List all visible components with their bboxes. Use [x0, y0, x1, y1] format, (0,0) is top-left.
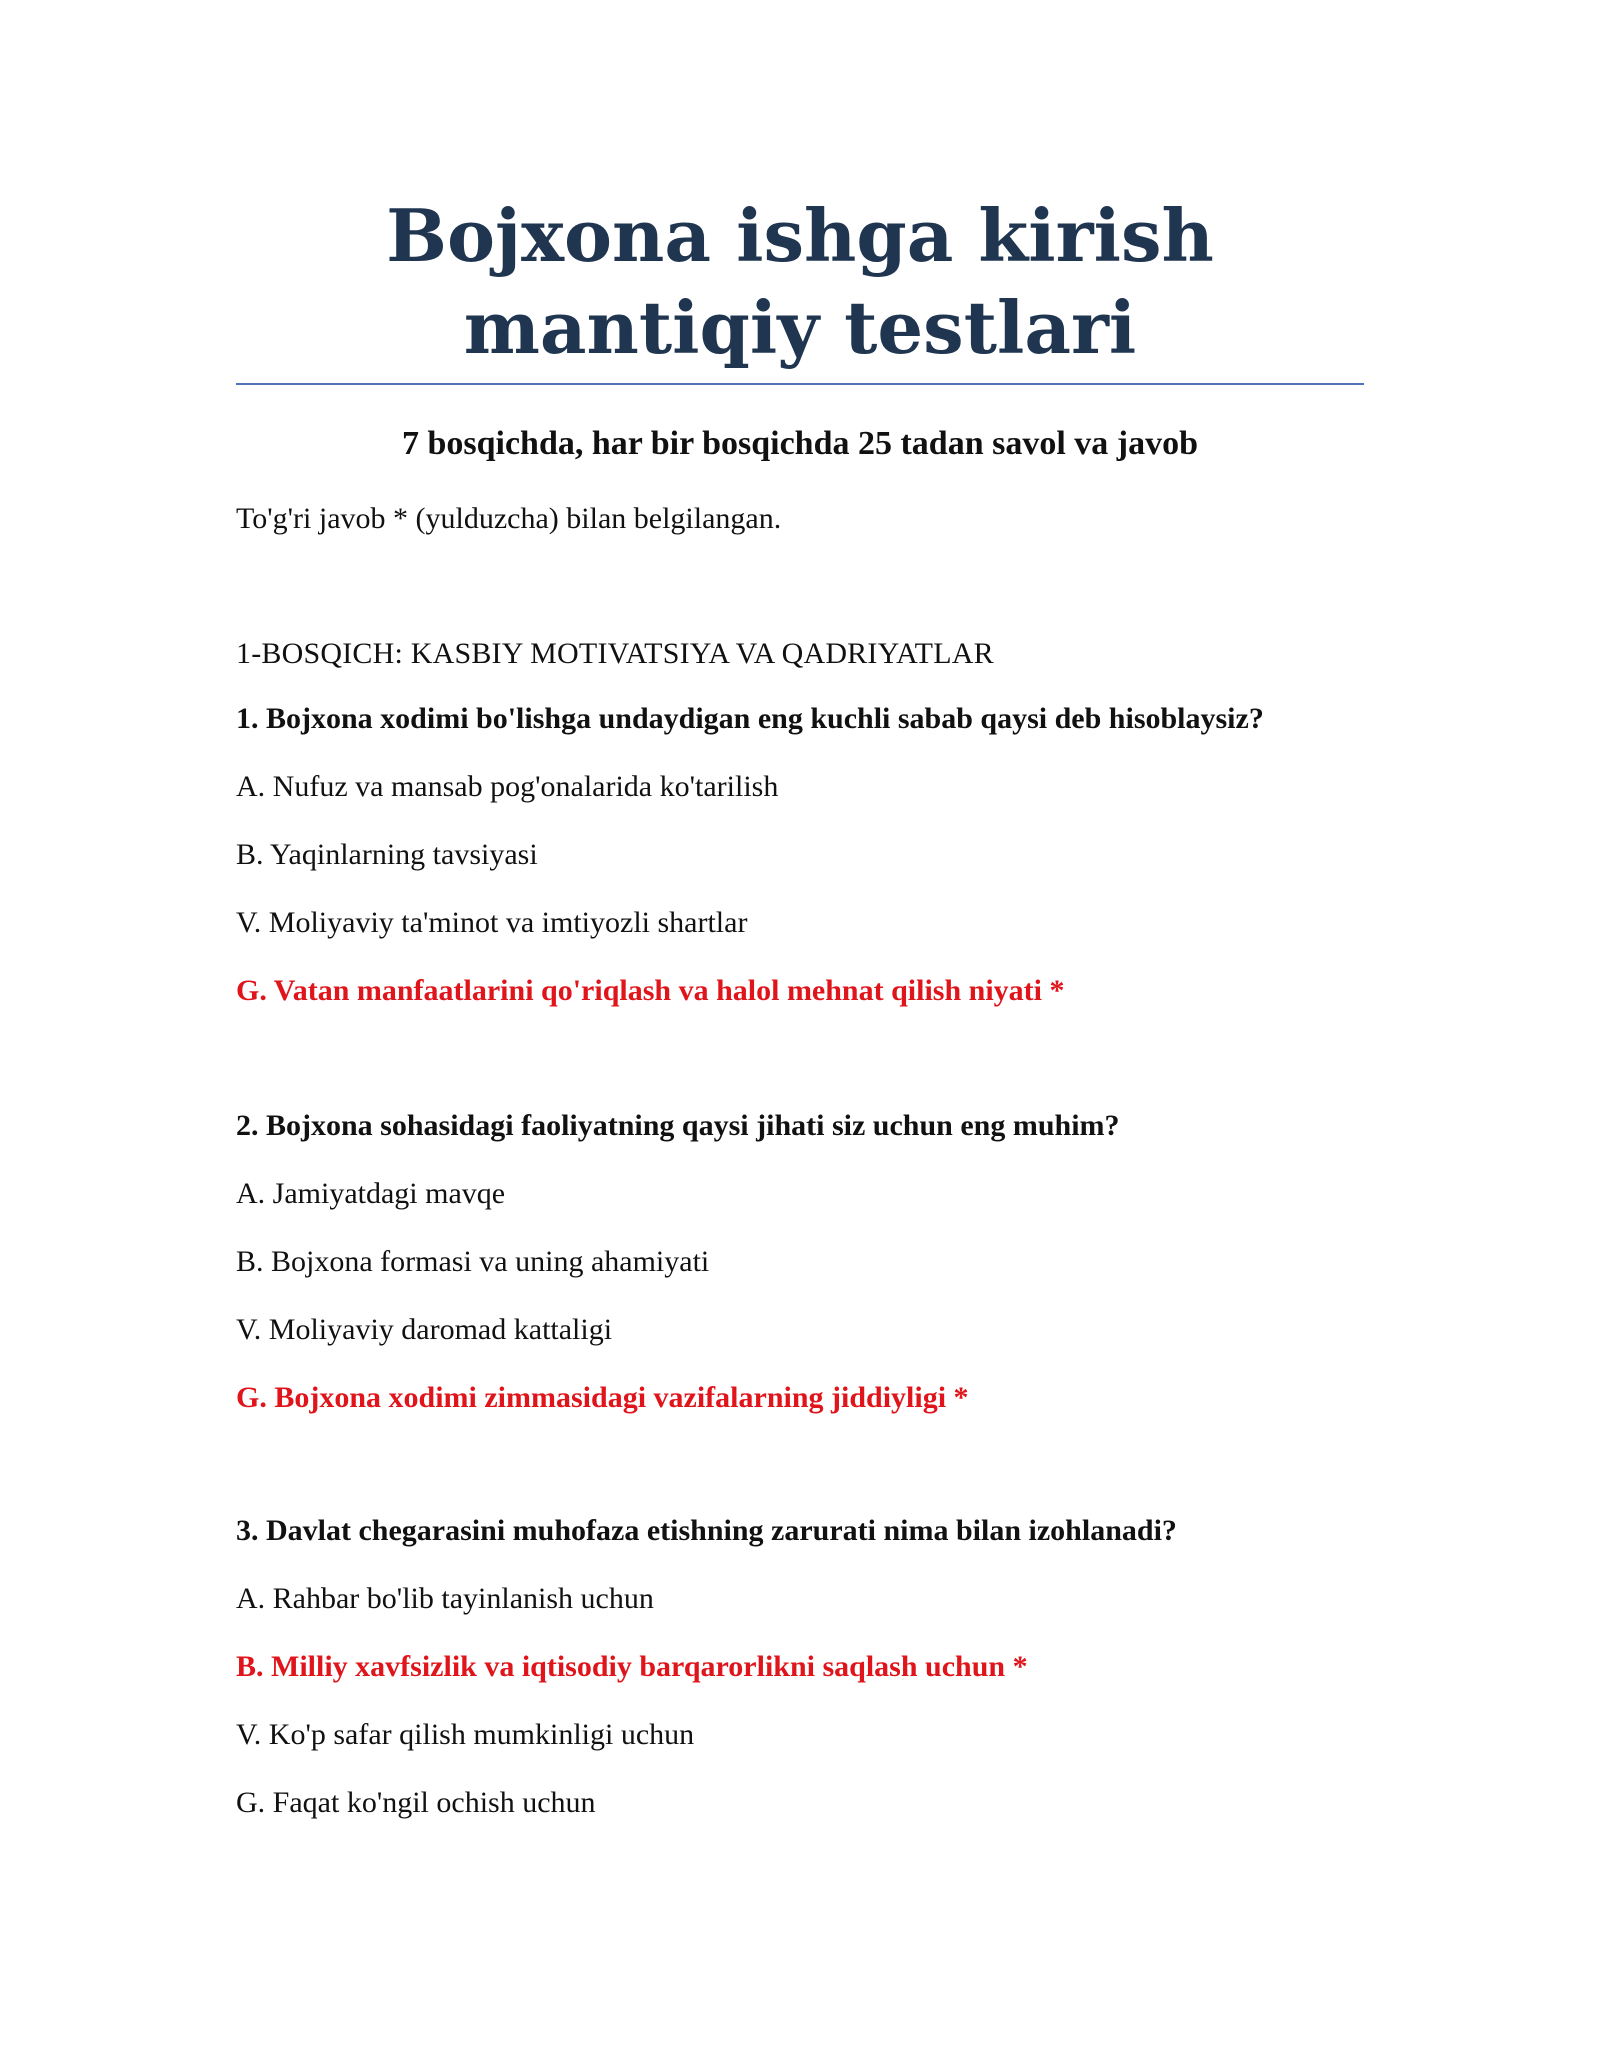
answer-option-g-correct: G. Vatan manfaatlarini qo'riqlash va halol mehnat qilish niyati *: [236, 974, 1065, 1007]
answer-option-a: A. Nufuz va mansab pog'onalarida ko'tarilish: [236, 770, 779, 803]
answer-option-a: A. Jamiyatdagi mavqe: [236, 1177, 506, 1210]
question-text: 2. Bojxona sohasidagi faoliyatning qaysi jihati siz uchun eng muhim?: [236, 1109, 1120, 1142]
answer-option-v: V. Moliyaviy daromad kattaligi: [236, 1313, 613, 1346]
answer-key-note: To'g'ri javob * (yulduzcha) bilan belgilangan.: [236, 502, 782, 535]
section-heading: 1-BOSQICH: KASBIY MOTIVATSIYA VA QADRIYATLAR: [236, 637, 994, 670]
question-2: [236, 1107, 1364, 1447]
answer-option-g-correct: G. Bojxona xodimi zimmasidagi vazifalarning jiddiyligi *: [236, 1381, 969, 1414]
question-1: [236, 700, 1364, 1040]
answer-option-a: A. Rahbar bo'lib tayinlanish uchun: [236, 1582, 654, 1615]
question-3: [236, 1512, 1364, 1852]
answer-option-v: V. Moliyaviy ta'minot va imtiyozli shartlar: [236, 906, 748, 939]
document-subtitle: 7 bosqichda, har bir bosqichda 25 tadan savol va javob: [401, 425, 1199, 462]
document-title: Bojxona ishga kirish mantiqiy testlari: [386, 193, 1214, 370]
answer-option-v: V. Ko'p safar qilish mumkinligi uchun: [236, 1718, 695, 1751]
answer-option-b: B. Yaqinlarning tavsiyasi: [236, 838, 538, 871]
question-text: 3. Davlat chegarasini muhofaza etishning zarurati nima bilan izohlanadi?: [236, 1514, 1177, 1547]
answer-option-g: G. Faqat ko'ngil ochish uchun: [236, 1786, 596, 1819]
title-divider: [236, 383, 1364, 385]
answer-option-b-correct: B. Milliy xavfsizlik va iqtisodiy barqarorlikni saqlash uchun *: [236, 1650, 1028, 1683]
answer-option-b: B. Bojxona formasi va uning ahamiyati: [236, 1245, 710, 1278]
question-text: 1. Bojxona xodimi bo'lishga undaydigan eng kuchli sabab qaysi deb hisoblaysiz?: [236, 702, 1264, 735]
